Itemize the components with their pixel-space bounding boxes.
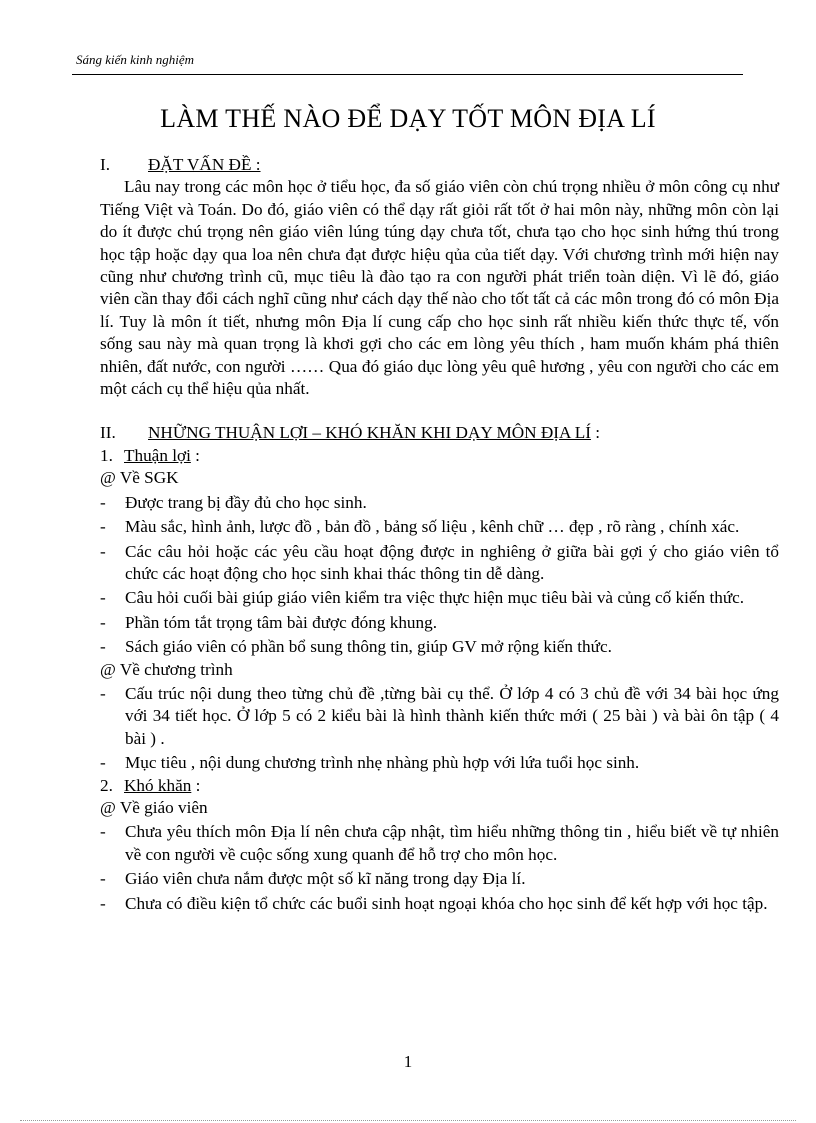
subsection-advantages-label: Thuận lợi — [124, 445, 191, 465]
bullet-dash: - — [100, 683, 106, 703]
list-item — [100, 612, 779, 634]
document-title: LÀM THẾ NÀO ĐỂ DẠY TỐT MÔN ĐỊA LÍ — [160, 104, 656, 133]
section-2-title: NHỮNG THUẬN LỢI – KHÓ KHĂN KHI DẠY MÔN ĐỊA LÍ — [148, 423, 591, 443]
subsection-difficulties-label: Khó khăn — [124, 775, 192, 795]
list-item-text: Các câu hỏi hoặc các yêu cầu hoạt động được in nghiêng ở giữa bài gợi ý cho giáo viên tổ chức các hoạt động cho học sinh khai thác thông tin dễ dàng. — [125, 541, 779, 583]
bullet-dash: - — [100, 612, 106, 632]
list-item-text: Phần tóm tắt trọng tâm bài được đóng khung. — [125, 612, 437, 632]
list-item-text: Mục tiêu , nội dung chương trình nhẹ nhàng phù hợp với lứa tuổi học sinh. — [125, 753, 640, 773]
bullet-dash: - — [100, 822, 106, 842]
subsection-advantages-suffix: : — [190, 445, 200, 465]
list-sgk — [100, 492, 779, 659]
page-break-rule — [20, 1120, 796, 1121]
list-item — [100, 636, 779, 658]
list-item-text: Chưa có điều kiện tổ chức các buổi sinh hoạt ngoại khóa cho học sinh để kết hợp với học tập. — [125, 893, 768, 913]
list-item — [100, 893, 779, 915]
subsection-difficulties — [100, 775, 779, 797]
list-item — [100, 541, 779, 586]
group-label-teacher: @ Về giáo viên — [100, 797, 208, 817]
list-item — [100, 492, 779, 514]
subsection-advantages — [100, 445, 779, 467]
list-item-text: Giáo viên chưa nắm được một số kĩ năng trong dạy Địa lí. — [125, 869, 526, 889]
list-item-text: Được trang bị đầy đủ cho học sinh. — [125, 492, 367, 512]
group-label-sgk: @ Về SGK — [100, 468, 179, 488]
section-2-heading — [100, 422, 779, 444]
list-item — [100, 587, 779, 609]
bullet-dash: - — [100, 753, 106, 773]
subsection-advantages-number: 1. — [100, 445, 113, 465]
header-note: Sáng kiến kinh nghiệm — [76, 52, 195, 67]
list-item-text: Chưa yêu thích môn Địa lí nên chưa cập nhật, tìm hiểu những thông tin , hiểu biết về tự nhiên về con người về cuộc sống xung quanh để hỗ trợ cho môn học. — [125, 822, 779, 864]
section-1-paragraph: Lâu nay trong các môn học ở tiểu học, đa số giáo viên còn chú trọng nhiều ở môn công cụ như Tiếng Việt và Toán. Do đó, giáo viên có thể dạy rất giỏi rất tốt ở hai môn này, những môn còn lại do ít được chú trọng nên giáo viên lúng túng dạy chưa tốt, chưa tạo cho học sinh hứng thú trong học tập hoặc dạy qua loa nên chưa đạt được hiệu qủa của tiết dạy. Với chương trình mới hiện nay cũng như chương trình cũ, mục tiêu là đào tạo ra con người phát triển toàn diện. Vì lẽ đó, giáo viên cần thay đổi cách nghĩ cũng như cách dạy thế nào cho tốt tất cả các môn trong đó có môn Địa lí. Tuy là môn ít tiết, nhưng môn Địa lí cung cấp cho học sinh rất nhiều kiến thức thực tế, vốn sống sau này mà quan trọng là khơi gợi cho các em lòng yêu thích , ham muốn khám phá thiên nhiên, đất nước, con người …… Qua đó giáo dục lòng yêu quê hương , yêu con người cho các em một cách cụ thể hiệu qủa nhất. — [100, 177, 779, 399]
section-1-title: ĐẶT VẤN ĐỀ : — [148, 155, 261, 174]
section-1-heading — [100, 154, 779, 176]
bullet-dash: - — [100, 869, 106, 889]
bullet-dash: - — [100, 637, 106, 657]
header-rule — [72, 74, 743, 75]
list-program — [100, 683, 779, 775]
bullet-dash: - — [100, 517, 106, 537]
list-item — [100, 868, 779, 890]
list-item-text: Câu hỏi cuối bài giúp giáo viên kiểm tra việc thực hiện mục tiêu bài và củng cố kiến thức. — [125, 588, 745, 608]
group-label-program: @ Về chương trình — [100, 659, 233, 679]
page-number: 1 — [403, 1052, 413, 1071]
list-teacher — [100, 821, 779, 915]
list-item — [100, 683, 779, 750]
bullet-dash: - — [100, 893, 106, 913]
list-item-text: Cấu trúc nội dung theo từng chủ đề ,từng bài cụ thể. Ở lớp 4 có 3 chủ đề với 34 bài học ứng với 34 tiết học. Ở lớp 5 có 2 kiểu bài là hình thành kiến thức mới ( 25 bài ) và bài ôn tập ( 4 bài ) . — [125, 683, 779, 748]
document-body — [100, 152, 779, 915]
list-item — [100, 821, 779, 866]
subsection-difficulties-number: 2. — [100, 775, 113, 795]
section-2-number: II. — [100, 423, 116, 443]
list-item-text: Sách giáo viên có phần bổ sung thông tin, giúp GV mở rộng kiến thức. — [125, 637, 612, 657]
list-item-text: Màu sắc, hình ảnh, lược đồ , bản đồ , bảng số liệu , kênh chữ … đẹp , rõ ràng , chính xác. — [125, 517, 740, 537]
list-item — [100, 752, 779, 774]
section-1-number: I. — [100, 155, 111, 174]
list-item — [100, 516, 779, 538]
bullet-dash: - — [100, 541, 106, 561]
section-2-title-suffix: : — [590, 423, 601, 443]
bullet-dash: - — [100, 492, 106, 512]
subsection-difficulties-suffix: : — [191, 775, 201, 795]
bullet-dash: - — [100, 588, 106, 608]
